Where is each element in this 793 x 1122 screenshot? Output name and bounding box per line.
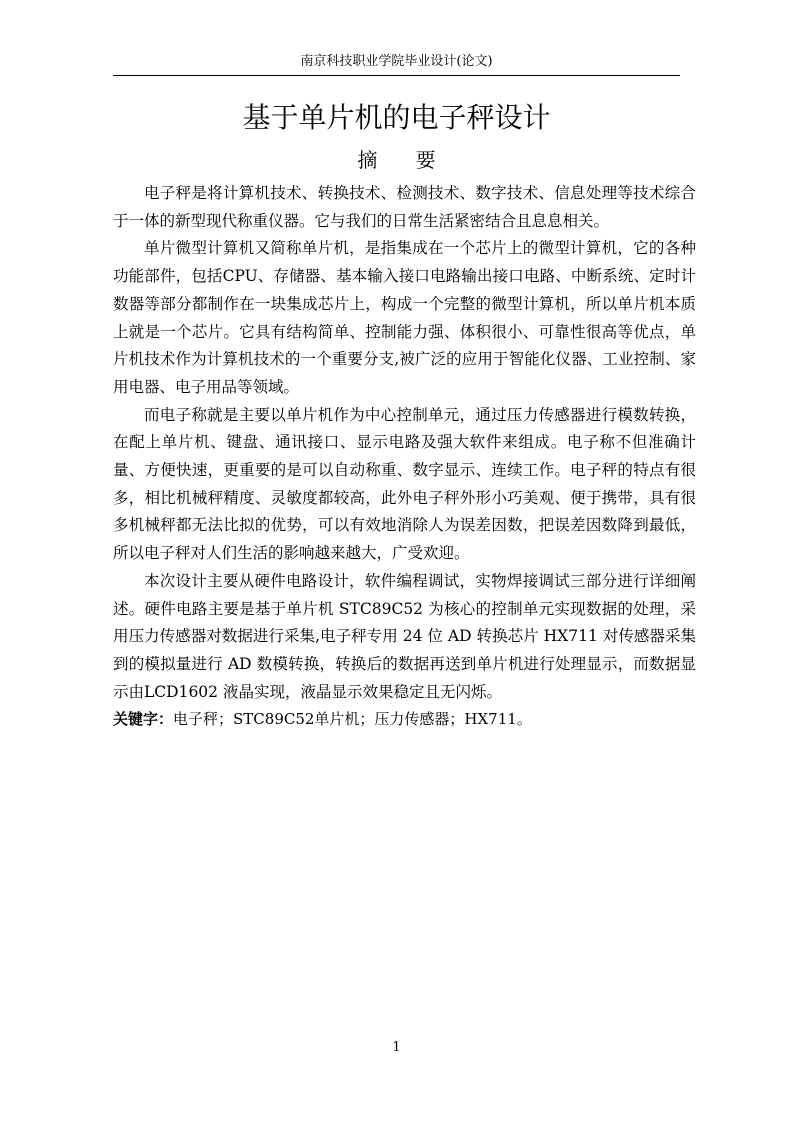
keywords-line [113,706,696,734]
abstract-paragraph-1: 电子秤是将计算机技术、转换技术、检测技术、数字技术、信息处理等技术综合于一体的新型现代称重仪器。它与我们的日常生活紧密结合且息息相关。 [113,184,696,230]
thesis-title: 基于单片机的电子秤设计 [242,101,551,134]
abstract-paragraph-2: 单片微型计算机又简称单片机，是指集成在一个芯片上的微型计算机，它的各种功能部件，包括CPU、存储器、基本输入接口电路输出接口电路、中断系统、定时计数器等部分都制作在一块集成芯片上，构成一个完整的微型计算机，所以单片机本质上就是一个芯片。它具有结构简单、控制能力强、体积很小、可靠性很高等优点，单片机技术作为计算机技术的一个重要分支,被广泛的应用于智能化仪器、工业控制、家用电器、电子用品等领域。 [113,239,696,396]
running-header: 南京科技职业学院毕业设计(论文) [300,54,493,69]
abstract-paragraph-4: 本次设计主要从硬件电路设计，软件编程调试，实物焊接调试三部分进行详细阐述。硬件电路主要是基于单片机 STC89C52 为核心的控制单元实现数据的处理，采用压力传感器对数据进行采集,电子秤专用 24 位 AD 转换芯片 HX711 对传感器采集到的模拟量进行 AD 数模转换，转换后的数据再送到单片机进行处理显示，而数据显示由LCD1602 液晶实现，液晶显示效果稳定且无闪烁。 [113,571,696,701]
abstract-heading: 摘 要 [357,148,452,172]
keywords-text: 电子秤；STC89C52单片机；压力传感器；HX711。 [173,710,532,729]
abstract-paragraph-3: 而电子称就是主要以单片机作为中心控制单元，通过压力传感器进行模数转换，在配上单片机、键盘、通讯接口、显示电路及强大软件来组成。电子称不但准确计量、方便快速，更重要的是可以自动称重、数字显示、连续工作。电子秤的特点有很多，相比机械秤精度、灵敏度都较高，此外电子秤外形小巧美观、便于携带，具有很多机械秤都无法比拟的优势，可以有效地消除人为误差因数，把误差因数降到最低，所以电子秤对人们生活的影响越来越大，广受欢迎。 [113,405,696,563]
page-number: 1 [392,1040,401,1055]
keywords-label: 关键字： [113,710,174,729]
abstract-body [113,180,696,734]
header-rule [113,75,680,76]
